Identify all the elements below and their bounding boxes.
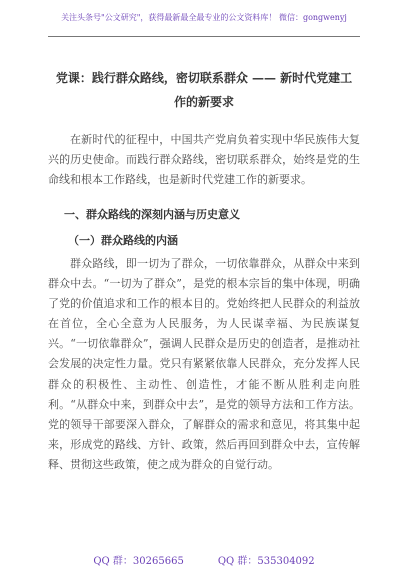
footer-qq-group-2: QQ 群：535304092 bbox=[217, 556, 315, 567]
document-title-line-2: 作的新要求 bbox=[173, 95, 234, 109]
section-heading: 一、群众路线的深刻内涵与历史意义 bbox=[64, 208, 240, 221]
header-divider bbox=[48, 36, 360, 37]
body-paragraph: 群众路线，即一切为了群众，一切依靠群众，从群众中来到群众中去。“一切为了群众”，是党的根本宗旨的集中体现，明确了党的价值追求和工作的根本目的。党始终把人民群众的利益放在首位，全心全意为人民服务，为人民谋幸福、为民族谋复兴。“一切依靠群众”，强调人民群众是历史的创造者，是推动社会发展的决定性力量。党只有紧紧依靠人民群众，充分发挥人民群众的积极性、主动性、创造性，才能不断从胜利走向胜利。“从群众中来，到群众中去”，是党的领导方法和工作方法。党的领导干部要深入群众，了解群众的需求和意见，将其集中起来，形成党的路线、方针、政策，然后再回到群众中去，宣传解释、贯彻这些政策，使之成为群众的自觉行动。 bbox=[48, 257, 360, 471]
footer bbox=[48, 556, 360, 568]
document-title-line-1: 党课：践行群众路线，密切联系群众 —— 新时代党建工 bbox=[55, 71, 353, 85]
intro-paragraph: 在新时代的征程中，中国共产党肩负着实现中华民族伟大复兴的历史使命。而践行群众路线，密切联系群众，始终是党的生命线和根本工作路线，也是新时代党建工作的新要求。 bbox=[48, 133, 360, 187]
footer-qq-group-1: QQ 群：30265665 bbox=[93, 556, 184, 567]
subsection-heading: （一）群众路线的内涵 bbox=[68, 234, 178, 247]
header-promo-text: 关注头条号"公文研究"，获得最新最全最专业的公文资料库！ 微信：gongwenyj bbox=[61, 13, 347, 22]
